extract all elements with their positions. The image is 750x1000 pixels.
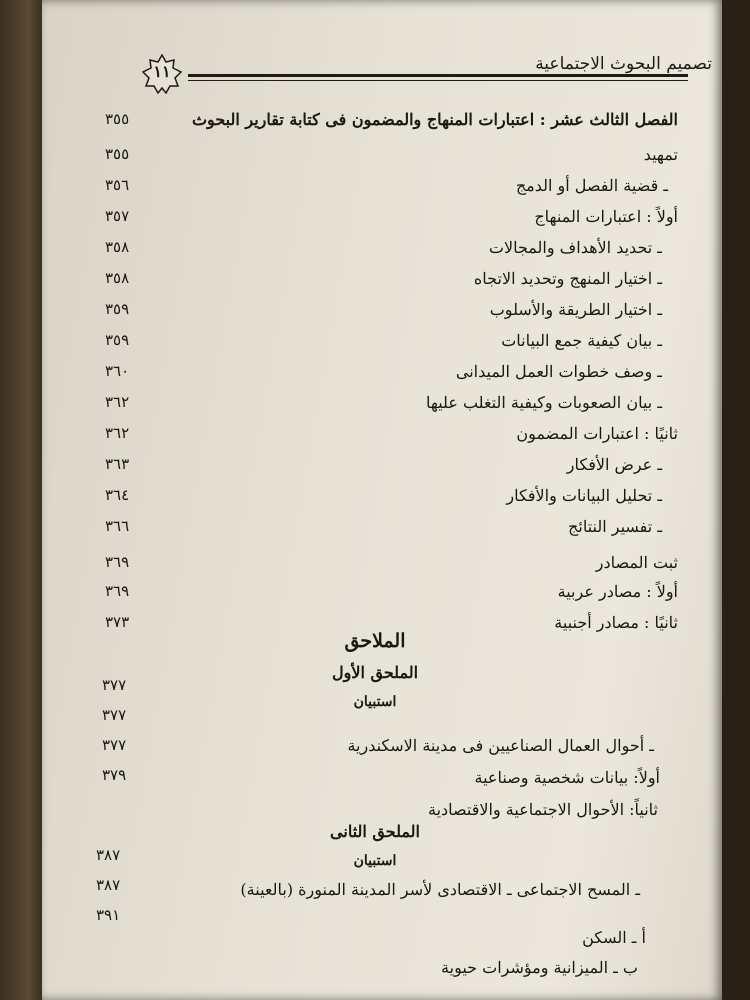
toc-entry-text: ثانيًا : اعتبارات المضمون: [516, 424, 678, 443]
toc-entry-page: ٣٦٦: [105, 517, 130, 535]
toc-entry-text: ـ أحوال العمال الصناعيين فى مدينة الاسكندرية: [347, 736, 654, 755]
toc-row: [0, 145, 750, 175]
toc-entry-page: ٣٦٩: [105, 582, 130, 600]
toc-entry-text: ـ تحديد الأهداف والمجالات: [488, 238, 662, 257]
toc-entry-page: ٣٨٧: [96, 846, 121, 864]
toc-entry-page: ٣٦٤: [105, 486, 130, 504]
toc-entry-text: ـ عرض الأفكار: [566, 455, 662, 474]
toc-row: [0, 676, 750, 706]
toc-entry-page: ٣٦٣: [105, 455, 130, 473]
page-number: ١١: [153, 62, 171, 81]
appendix-2-title: الملحق الثانى: [330, 822, 420, 841]
toc-entry-text: ـ وصف خطوات العمل الميدانى: [455, 362, 662, 381]
toc-entry-text: تمهيد: [643, 145, 678, 164]
toc-row: [0, 582, 750, 612]
header-rule-thin: [188, 80, 688, 81]
toc-entry-page: ٣٨٧: [96, 876, 121, 894]
appendix-entry: [0, 958, 750, 988]
appendix-entry: [0, 928, 750, 958]
toc-entry-text: ـ بيان كيفية جمع البيانات: [501, 331, 662, 350]
toc-row: [0, 553, 750, 583]
toc-entry-text: أولاً : مصادر عربية: [557, 582, 678, 601]
toc-entry-text: أولاً: بيانات شخصية وصناعية: [474, 768, 660, 787]
appendix-entry: [0, 736, 750, 766]
toc-entry-page: ٣٥٥: [105, 145, 130, 163]
toc-entry-page: ٣٥٦: [105, 176, 130, 194]
toc-entry-text: ـ تفسير النتائج: [568, 517, 662, 536]
appendix-entry: [0, 768, 750, 798]
toc-row: [0, 238, 750, 268]
appendix-2-subtitle: استبيان: [353, 853, 397, 869]
toc-entry-text: أ ـ السكن: [582, 928, 646, 947]
toc-entry-page: ٣٦٩: [105, 553, 130, 571]
toc-row: [0, 331, 750, 361]
toc-entry-page: ٣٧٣: [105, 613, 130, 631]
appendix-entry: [0, 880, 750, 910]
appendix-1-title: الملحق الأول: [331, 663, 419, 682]
toc-entry-page: ٣٦٢: [105, 424, 130, 442]
toc-entry-page: ٣٥٧: [105, 207, 130, 225]
toc-entry-page: ٣٧٧: [102, 706, 127, 724]
toc-entry-page: ٣٥٨: [105, 238, 130, 256]
toc-row: [0, 846, 750, 876]
toc-row: [0, 486, 750, 516]
toc-row: [0, 300, 750, 330]
running-header-title: تصميم البحوث الاجتماعية: [535, 54, 712, 74]
toc-entry-text: ـ بيان الصعوبات وكيفية التغلب عليها: [425, 393, 662, 412]
toc-row: [0, 455, 750, 485]
toc-row: [0, 269, 750, 299]
toc-entry-page: ٣٧٩: [102, 766, 127, 784]
toc-entry-page: ٣٥٨: [105, 269, 130, 287]
toc-entry-page: ٣٥٩: [105, 331, 130, 349]
toc-entry-text: ثانيًا : مصادر أجنبية: [554, 613, 678, 632]
toc-entry-text: ـ اختيار المنهج وتحديد الاتجاه: [473, 269, 662, 288]
toc-row: [0, 393, 750, 423]
toc-entry-text: أولاً : اعتبارات المنهاج: [534, 207, 678, 226]
toc-entry-page: ٣٦٢: [105, 393, 130, 411]
toc-entry-text: ـ اختيار الطريقة والأسلوب: [489, 300, 662, 319]
toc-entry-text: ـ المسح الاجتماعى ـ الاقتصادى لأسر المدينة المنورة (بالعينة): [240, 880, 640, 899]
toc-row: [0, 424, 750, 454]
header-rule: [188, 74, 688, 77]
toc-entry-text: ب ـ الميزانية ومؤشرات حيوية: [441, 958, 638, 977]
toc-entry-text: الفصل الثالث عشر : اعتبارات المنهاج والمضمون فى كتابة تقارير البحوث: [191, 110, 678, 129]
toc-entry-text: ثبت المصادر: [595, 553, 678, 572]
appendix-1-subtitle: استبيان: [353, 694, 397, 710]
toc-entry-text: ـ قضية الفصل أو الدمج: [515, 176, 668, 195]
toc-entry-page: ٣٥٥: [105, 110, 130, 128]
toc-row: [0, 207, 750, 237]
toc-row: [0, 110, 750, 140]
toc-entry-text: ثانياً: الأحوال الاجتماعية والاقتصادية: [428, 800, 658, 819]
toc-row: [0, 706, 750, 736]
appendices-title: الملاحق: [344, 630, 406, 652]
toc-entry-text: ـ تحليل البيانات والأفكار: [506, 486, 662, 505]
toc-entry-page: ٣٥٩: [105, 300, 130, 318]
toc-entry-page: ٣٩١: [96, 906, 121, 924]
toc-row: [0, 517, 750, 547]
toc-row: [0, 362, 750, 392]
toc-row: [0, 176, 750, 206]
toc-entry-page: ٣٧٧: [102, 736, 127, 754]
toc-entry-page: ٣٦٠: [105, 362, 130, 380]
toc-entry-page: ٣٧٧: [102, 676, 127, 694]
